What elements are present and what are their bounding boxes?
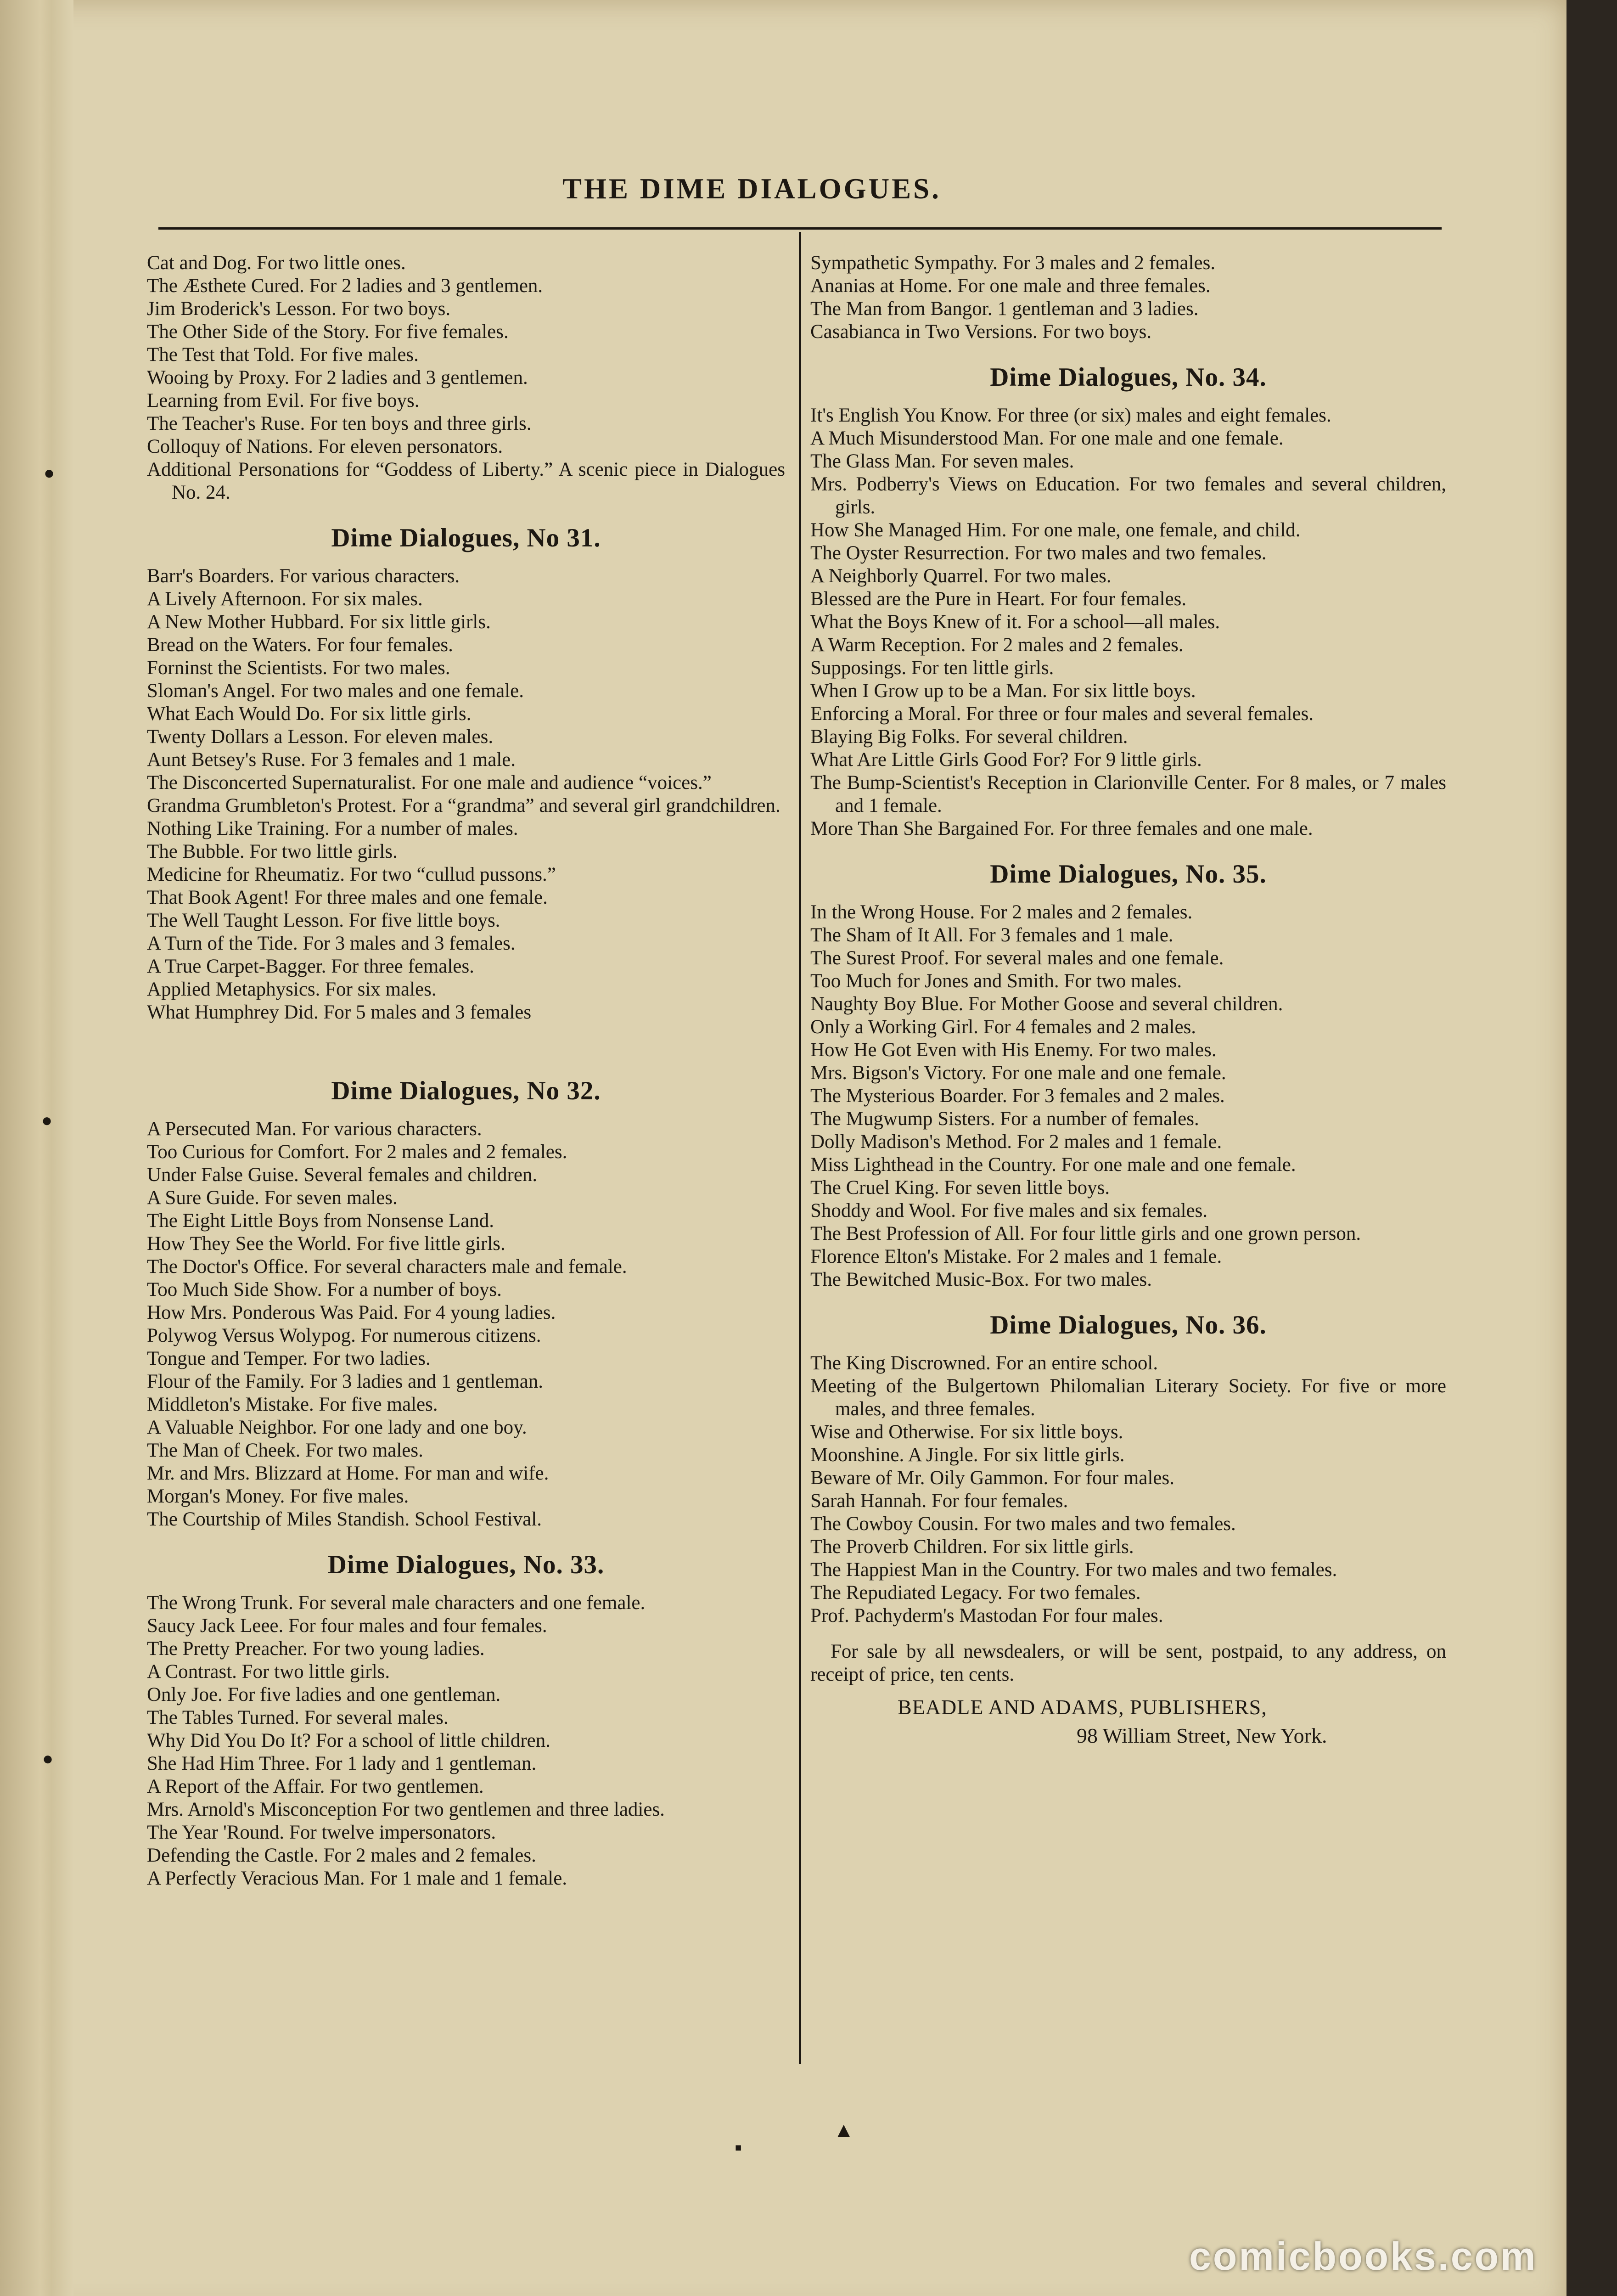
list-item: Ananias at Home. For one male and three females. <box>810 275 1211 297</box>
list-item: The Man from Bangor. 1 gentleman and 3 ladies. <box>810 298 1199 320</box>
list-item: A Neighborly Quarrel. For two males. <box>810 565 1112 587</box>
watermark: comicbooks.com <box>1189 2234 1538 2279</box>
publisher-address: 98 William Street, New York. <box>1077 1724 1327 1747</box>
running-head: THE DIME DIALOGUES. <box>562 173 941 205</box>
list-item: The Tables Turned. For several males. <box>147 1707 449 1728</box>
sale-note: For sale by all newsdealers, or will be sent, postpaid, to any address, on receipt of price, ten cents. <box>810 1641 1446 1685</box>
list-item: A Warm Reception. For 2 males and 2 females. <box>810 634 1184 656</box>
header-rule <box>158 227 1442 230</box>
list-item: Medicine for Rheumatiz. For two “cullud pussons.” <box>147 864 556 885</box>
list-item: The Æsthete Cured. For 2 ladies and 3 gentlemen. <box>147 275 543 297</box>
list-item: The Well Taught Lesson. For five little boys. <box>147 910 500 931</box>
list-item: Why Did You Do It? For a school of little children. <box>147 1730 551 1751</box>
list-item: Aunt Betsey's Ruse. For 3 females and 1 male. <box>147 749 516 771</box>
publisher-line: BEADLE AND ADAMS, PUBLISHERS, <box>898 1695 1267 1719</box>
list-item: Too Much Side Show. For a number of boys. <box>147 1279 502 1300</box>
list-item: Naughty Boy Blue. For Mother Goose and several children. <box>810 993 1283 1015</box>
list-item: Wooing by Proxy. For 2 ladies and 3 gentlemen. <box>147 367 528 388</box>
list-item: What Are Little Girls Good For? For 9 little girls. <box>810 749 1202 771</box>
list-item: The King Discrowned. For an entire school. <box>810 1352 1158 1374</box>
list-item: The Courtship of Miles Standish. School Festival. <box>147 1508 542 1530</box>
list-item: Nothing Like Training. For a number of males. <box>147 818 518 839</box>
list-item: Sarah Hannah. For four females. <box>810 1490 1068 1512</box>
section-no-36 <box>810 1309 1446 1627</box>
list-item: A Persecuted Man. For various characters. <box>147 1118 482 1140</box>
list-item: Cat and Dog. For two little ones. <box>147 252 406 274</box>
list-item: That Book Agent! For three males and one female. <box>147 887 548 908</box>
list-item: The Happiest Man in the Country. For two males and two females. <box>810 1559 1337 1581</box>
section-no-33 <box>147 1548 785 1890</box>
list-item: The Bubble. For two little girls. <box>147 841 398 862</box>
list-item: Sloman's Angel. For two males and one female. <box>147 680 524 702</box>
list-item: Colloquy of Nations. For eleven personators. <box>147 436 503 457</box>
list-item: In the Wrong House. For 2 males and 2 females. <box>810 901 1193 923</box>
section-heading: Dime Dialogues, No. 33. <box>327 1550 605 1579</box>
list-item: Under False Guise. Several females and children. <box>147 1164 538 1186</box>
list-item: She Had Him Three. For 1 lady and 1 gentleman. <box>147 1753 537 1774</box>
column-divider <box>799 232 801 2064</box>
list-item: The Other Side of the Story. For five females. <box>147 321 509 343</box>
list-item: The Oyster Resurrection. For two males and two females. <box>810 542 1267 564</box>
list-item: Morgan's Money. For five males. <box>147 1486 409 1507</box>
intro-list <box>147 252 785 504</box>
list-item: The Year 'Round. For twelve impersonators. <box>147 1822 496 1843</box>
list-item: A Report of the Affair. For two gentlemen. <box>147 1776 484 1797</box>
list-item: The Best Profession of All. For four little girls and one grown person. <box>810 1223 1361 1244</box>
list-item: A Valuable Neighbor. For one lady and one boy. <box>147 1417 527 1438</box>
list-item: The Cruel King. For seven little boys. <box>810 1177 1110 1199</box>
list-item: The Surest Proof. For several males and one female. <box>810 947 1224 969</box>
list-item: A Contrast. For two little girls. <box>147 1661 390 1683</box>
list-item: A Turn of the Tide. For 3 males and 3 females. <box>147 933 516 954</box>
left-column <box>147 252 785 1890</box>
section-no-35 <box>810 858 1446 1291</box>
list-item: Supposings. For ten little girls. <box>810 657 1054 679</box>
list-item: A Sure Guide. For seven males. <box>147 1187 398 1209</box>
list-item: What the Boys Knew of it. For a school—all males. <box>810 611 1220 633</box>
list-item: The Sham of It All. For 3 females and 1 male. <box>810 924 1173 946</box>
list-item: Mrs. Bigson's Victory. For one male and one female. <box>810 1062 1226 1084</box>
list-item: A True Carpet-Bagger. For three females. <box>147 956 474 977</box>
section-no-34 <box>810 361 1446 840</box>
list-item: The Disconcerted Supernaturalist. For one male and audience “voices.” <box>147 772 712 793</box>
list-item: Meeting of the Bulgertown Philomalian Literary Society. For five or more males, and three females. <box>810 1375 1446 1420</box>
list-item: A Much Misunderstood Man. For one male and one female. <box>810 428 1284 449</box>
list-item: More Than She Bargained For. For three females and one male. <box>810 818 1313 839</box>
section-heading: Dime Dialogues, No 32. <box>331 1076 601 1105</box>
list-item: How He Got Even with His Enemy. For two males. <box>810 1039 1217 1061</box>
list-item: How They See the World. For five little girls. <box>147 1233 505 1255</box>
section-heading: Dime Dialogues, No. 35. <box>990 860 1267 889</box>
list-item: The Test that Told. For five males. <box>147 344 419 366</box>
list-item: The Cowboy Cousin. For two males and two females. <box>810 1513 1236 1535</box>
list-item: Dolly Madison's Method. For 2 males and 1 female. <box>810 1131 1222 1153</box>
ink-smudge-mark: ▪ <box>735 2136 742 2159</box>
list-item: The Mugwump Sisters. For a number of females. <box>810 1108 1199 1130</box>
list-item: Mrs. Arnold's Misconception For two gentlemen and three ladies. <box>147 1799 665 1820</box>
list-item: How She Managed Him. For one male, one female, and child. <box>810 519 1301 541</box>
right-column <box>810 252 1446 1749</box>
list-item: Only Joe. For five ladies and one gentleman. <box>147 1684 501 1705</box>
list-item: Miss Lighthead in the Country. For one male and one female. <box>810 1154 1296 1176</box>
list-item: Applied Metaphysics. For six males. <box>147 979 437 1000</box>
list-item: Only a Working Girl. For 4 females and 2 males. <box>810 1016 1196 1038</box>
list-item: The Mysterious Boarder. For 3 females and 2 males. <box>810 1085 1225 1107</box>
list-item: Florence Elton's Mistake. For 2 males and 1 female. <box>810 1246 1222 1267</box>
section-no-31 <box>147 522 785 1024</box>
list-item: The Wrong Trunk. For several male characters and one female. <box>147 1592 646 1614</box>
list-item: The Eight Little Boys from Nonsense Land. <box>147 1210 494 1232</box>
list-item: The Man of Cheek. For two males. <box>147 1440 423 1461</box>
list-item: Blessed are the Pure in Heart. For four females. <box>810 588 1187 610</box>
list-item: Beware of Mr. Oily Gammon. For four males. <box>810 1467 1174 1489</box>
list-item: The Bump-Scientist's Reception in Clarionville Center. For 8 males, or 7 males and 1 female. <box>810 772 1446 816</box>
list-item: Too Curious for Comfort. For 2 males and 2 females. <box>147 1141 567 1163</box>
list-item: It's English You Know. For three (or six) males and eight females. <box>810 405 1331 426</box>
ink-smudge-mark: ▲ <box>833 2118 854 2142</box>
list-item: The Teacher's Ruse. For ten boys and three girls. <box>147 413 532 434</box>
list-item: Twenty Dollars a Lesson. For eleven males. <box>147 726 494 748</box>
section-heading: Dime Dialogues, No. 34. <box>990 363 1267 392</box>
list-item: Mr. and Mrs. Blizzard at Home. For man and wife. <box>147 1463 549 1484</box>
list-item: Too Much for Jones and Smith. For two males. <box>810 970 1182 992</box>
list-item: The Proverb Children. For six little girls. <box>810 1536 1134 1558</box>
list-item: How Mrs. Ponderous Was Paid. For 4 young ladies. <box>147 1302 556 1323</box>
list-item: The Pretty Preacher. For two young ladies. <box>147 1638 485 1660</box>
intro-list <box>810 252 1446 343</box>
list-item: Forninst the Scientists. For two males. <box>147 657 450 679</box>
list-item: What Each Would Do. For six little girls. <box>147 703 472 725</box>
list-item: Wise and Otherwise. For six little boys. <box>810 1421 1123 1443</box>
list-item: Grandma Grumbleton's Protest. For a “grandma” and several girl grandchildren. <box>147 795 780 816</box>
section-heading: Dime Dialogues, No. 36. <box>990 1311 1267 1339</box>
list-item: Barr's Boarders. For various characters. <box>147 565 460 587</box>
list-item: A Lively Afternoon. For six males. <box>147 588 423 610</box>
list-item: Shoddy and Wool. For five males and six females. <box>810 1200 1208 1221</box>
list-item: Additional Personations for “Goddess of Liberty.” A scenic piece in Dialogues No. 24. <box>147 459 785 503</box>
list-item: A New Mother Hubbard. For six little girls. <box>147 611 491 633</box>
stitch-mark: ● <box>42 1748 54 1769</box>
list-item: The Glass Man. For seven males. <box>810 450 1074 472</box>
list-item: Blaying Big Folks. For several children. <box>810 726 1128 748</box>
list-item: Polywog Versus Wolypog. For numerous citizens. <box>147 1325 541 1346</box>
list-item: Moonshine. A Jingle. For six little girls. <box>810 1444 1125 1466</box>
list-item: Defending the Castle. For 2 males and 2 females. <box>147 1845 536 1866</box>
list-item: Prof. Pachyderm's Mastodan For four males. <box>810 1605 1163 1626</box>
list-item: Bread on the Waters. For four females. <box>147 634 453 656</box>
list-item: Sympathetic Sympathy. For 3 males and 2 females. <box>810 252 1216 274</box>
list-item: Saucy Jack Leee. For four males and four females. <box>147 1615 547 1637</box>
list-item: Flour of the Family. For 3 ladies and 1 gentleman. <box>147 1371 544 1392</box>
list-item: When I Grow up to be a Man. For six little boys. <box>810 680 1196 702</box>
list-item: Middleton's Mistake. For five males. <box>147 1394 438 1415</box>
list-item: What Humphrey Did. For 5 males and 3 females <box>147 1002 532 1023</box>
list-item: A Perfectly Veracious Man. For 1 male and 1 female. <box>147 1868 567 1889</box>
list-item: Learning from Evil. For five boys. <box>147 390 420 411</box>
list-item: Casabianca in Two Versions. For two boys. <box>810 321 1152 343</box>
list-item: The Repudiated Legacy. For two females. <box>810 1582 1141 1604</box>
list-item: Tongue and Temper. For two ladies. <box>147 1348 431 1369</box>
list-item: The Doctor's Office. For several characters male and female. <box>147 1256 627 1277</box>
list-item: Mrs. Podberry's Views on Education. For two females and several children, girls. <box>810 473 1446 518</box>
page-spine <box>0 0 73 2296</box>
section-heading: Dime Dialogues, No 31. <box>331 523 601 552</box>
list-item: Jim Broderick's Lesson. For two boys. <box>147 298 451 320</box>
section-no-32 <box>147 1075 785 1531</box>
list-item: The Bewitched Music-Box. For two males. <box>810 1269 1152 1290</box>
list-item: Enforcing a Moral. For three or four males and several females. <box>810 703 1314 725</box>
stitch-mark: ● <box>44 462 55 483</box>
stitch-mark: ● <box>41 1110 53 1131</box>
